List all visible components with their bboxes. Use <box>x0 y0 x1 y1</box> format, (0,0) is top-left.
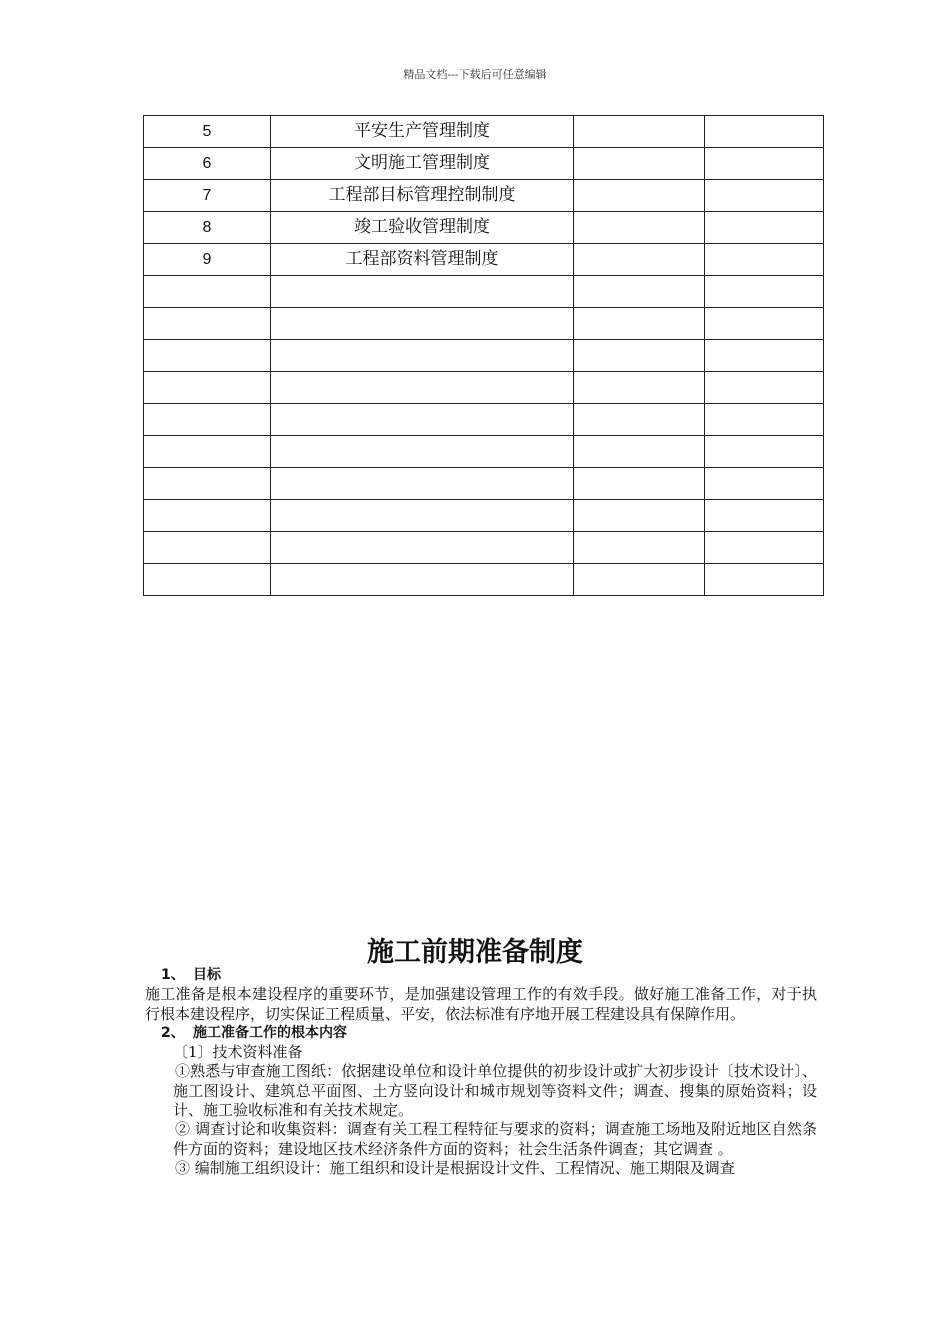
table-row <box>144 468 824 500</box>
cell-col4 <box>705 404 824 436</box>
cell-number <box>144 564 271 596</box>
table-row <box>144 276 824 308</box>
cell-col4 <box>705 340 824 372</box>
cell-col3 <box>574 404 705 436</box>
cell-number: 8 <box>144 212 271 244</box>
cell-number <box>144 500 271 532</box>
cell-name <box>271 468 574 500</box>
table-row <box>144 532 824 564</box>
cell-name <box>271 308 574 340</box>
cell-number <box>144 340 271 372</box>
cell-col3 <box>574 532 705 564</box>
table-row <box>144 372 824 404</box>
cell-col3 <box>574 244 705 276</box>
subsection-technical-data: 〔1〕技术资料准备 <box>173 1043 303 1062</box>
cell-name: 工程部目标管理控制制度 <box>271 180 574 212</box>
cell-col4 <box>705 148 824 180</box>
cell-col4 <box>705 564 824 596</box>
cell-col3 <box>574 148 705 180</box>
table-row <box>144 212 824 244</box>
cell-col4 <box>705 308 824 340</box>
cell-name <box>271 404 574 436</box>
cell-col3 <box>574 436 705 468</box>
cell-col3 <box>574 276 705 308</box>
cell-col3 <box>574 372 705 404</box>
cell-col4 <box>705 116 824 148</box>
table-row <box>144 436 824 468</box>
regulation-table-body <box>144 116 824 596</box>
cell-number <box>144 404 271 436</box>
section-1-heading <box>145 966 817 985</box>
section-2-heading <box>145 1024 817 1043</box>
cell-number: 7 <box>144 180 271 212</box>
cell-number: 5 <box>144 116 271 148</box>
section-1-title: 目标 <box>193 967 221 983</box>
cell-number <box>144 468 271 500</box>
cell-col4 <box>705 276 824 308</box>
section-2-title: 施工准备工作的根本内容 <box>193 1024 347 1041</box>
cell-name: 竣工验收管理制度 <box>271 212 574 244</box>
cell-number <box>144 308 271 340</box>
cell-number: 9 <box>144 244 271 276</box>
list-item-review-drawings: ①熟悉与审查施工图纸：依据建设单位和设计单位提供的初步设计或扩大初步设计〔技术设计〕、施工图设计、建筑总平面图、土方竖向设计和城市规划等资料文件；调查、搜集的原始资料；设计、施工验收标准和有关技术规定。 <box>173 1062 817 1120</box>
cell-col4 <box>705 180 824 212</box>
table-row <box>144 244 824 276</box>
cell-number <box>144 372 271 404</box>
cell-name <box>271 372 574 404</box>
cell-number: 6 <box>144 148 271 180</box>
cell-col3 <box>574 564 705 596</box>
cell-col3 <box>574 180 705 212</box>
table-row <box>144 404 824 436</box>
cell-col3 <box>574 500 705 532</box>
regulation-table <box>143 115 824 596</box>
section-1-number: 1、 <box>161 967 185 983</box>
cell-col4 <box>705 372 824 404</box>
cell-col4 <box>705 244 824 276</box>
cell-col4 <box>705 212 824 244</box>
document-title: 施工前期准备制度 <box>367 937 583 968</box>
section-2-number: 2、 <box>161 1024 185 1041</box>
table-row <box>144 500 824 532</box>
cell-name <box>271 276 574 308</box>
cell-name <box>271 500 574 532</box>
cell-name <box>271 532 574 564</box>
cell-name <box>271 340 574 372</box>
list-item-construction-design: ③ 编制施工组织设计：施工组织和设计是根据设计文件、工程情况、施工期限及调查 <box>175 1158 735 1177</box>
table-row <box>144 564 824 596</box>
cell-name: 文明施工管理制度 <box>271 148 574 180</box>
table-row <box>144 180 824 212</box>
cell-col4 <box>705 436 824 468</box>
section-1-paragraph: 施工准备是根本建设程序的重要环节，是加强建设管理工作的有效手段。做好施工准备工作，对于执行根本建设程序，切实保证工程质量、平安，依法标准有序地开展工程建设具有保障作用。 <box>145 985 817 1023</box>
table-row <box>144 116 824 148</box>
table-row <box>144 148 824 180</box>
cell-number <box>144 276 271 308</box>
cell-name: 平安生产管理制度 <box>271 116 574 148</box>
cell-col4 <box>705 500 824 532</box>
cell-col3 <box>574 308 705 340</box>
cell-col4 <box>705 532 824 564</box>
table-row <box>144 340 824 372</box>
cell-col3 <box>574 116 705 148</box>
cell-col4 <box>705 468 824 500</box>
cell-name <box>271 564 574 596</box>
cell-col3 <box>574 212 705 244</box>
table-row <box>144 308 824 340</box>
page-header: 精品文档---下载后可任意编辑 <box>403 68 547 81</box>
list-item-investigation: ② 调查讨论和收集资料：调查有关工程工程特征与要求的资料；调查施工场地及附近地区自然条件方面的资料；建设地区技术经济条件方面的资料；社会生活条件调查；其它调查 。 <box>173 1120 817 1158</box>
cell-name: 工程部资料管理制度 <box>271 244 574 276</box>
cell-col3 <box>574 468 705 500</box>
cell-name <box>271 436 574 468</box>
document-body <box>145 966 817 1178</box>
cell-number <box>144 532 271 564</box>
cell-col3 <box>574 340 705 372</box>
cell-number <box>144 436 271 468</box>
